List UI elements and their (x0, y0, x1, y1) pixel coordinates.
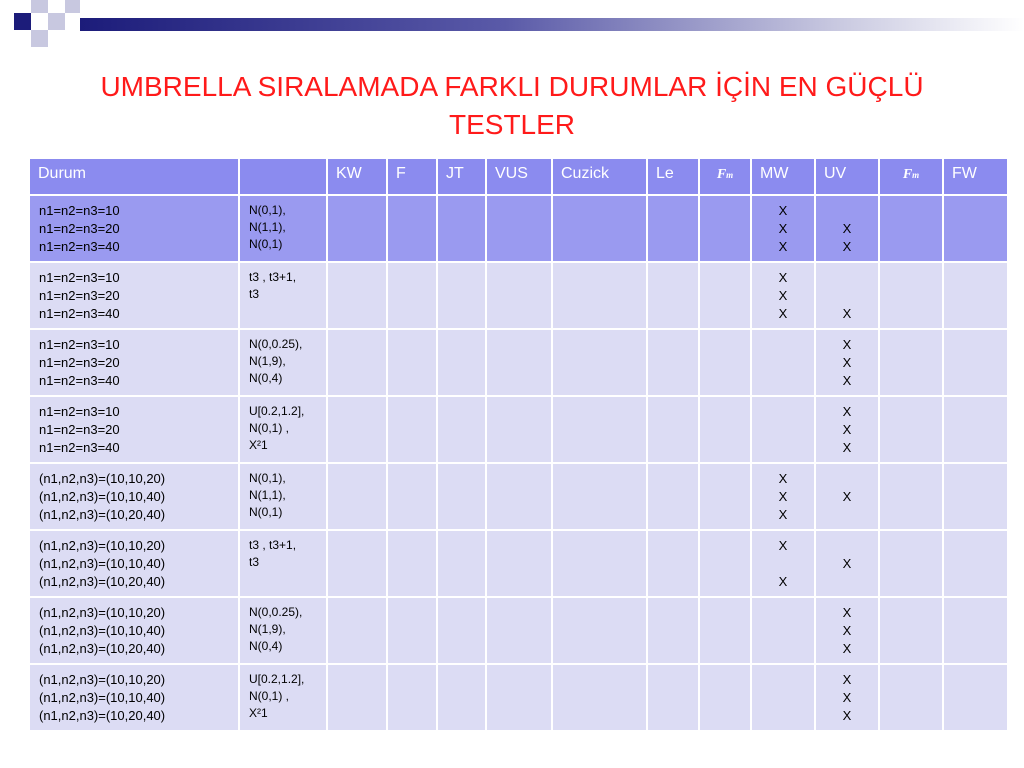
vus-cell (486, 262, 552, 329)
le-cell (647, 664, 699, 731)
durum-line: (n1,n2,n3)=(10,10,20) (39, 538, 166, 553)
dist-line: t3 , t3+1, (249, 538, 297, 552)
dist-line (249, 571, 326, 588)
mw-line (752, 689, 814, 707)
header-fw: FW (943, 158, 1008, 195)
uv-line: X (842, 623, 852, 638)
header-gradient-bar (80, 18, 1024, 31)
table-row (29, 195, 1008, 262)
durum-line: n1=n2=n3=10 (39, 337, 120, 352)
cuzick-cell (552, 195, 647, 262)
durum-line: n1=n2=n3=20 (39, 355, 120, 370)
header-kw: KW (327, 158, 387, 195)
fm-a-cell (699, 597, 751, 664)
mw-line: X (778, 507, 788, 522)
vus-cell (486, 329, 552, 396)
kw-cell (327, 664, 387, 731)
mw-cell (751, 329, 815, 396)
fw-cell (943, 329, 1008, 396)
header-fm-b (879, 158, 943, 195)
durum-line: n1=n2=n3=10 (39, 270, 120, 285)
uv-cell (815, 329, 879, 396)
mw-line (752, 640, 814, 658)
fm-a-cell (699, 463, 751, 530)
kw-cell (327, 329, 387, 396)
dist-line: t3 (249, 555, 260, 569)
kw-cell (327, 262, 387, 329)
dist-line: X²1 (249, 438, 268, 452)
mw-line: X (778, 203, 788, 218)
fm-b-cell (879, 195, 943, 262)
durum-line: (n1,n2,n3)=(10,10,20) (39, 471, 166, 486)
durum-cell (29, 329, 239, 396)
mw-line (752, 421, 814, 439)
table-body (29, 195, 1008, 731)
fw-cell (943, 664, 1008, 731)
kw-cell (327, 530, 387, 597)
jt-cell (437, 396, 486, 463)
dist-line: U[0.2,1.2], (249, 404, 305, 418)
fw-cell (943, 396, 1008, 463)
durum-line: (n1,n2,n3)=(10,10,20) (39, 672, 166, 687)
fm-b-cell (879, 530, 943, 597)
table-row (29, 463, 1008, 530)
uv-line: X (842, 690, 852, 705)
cuzick-cell (552, 597, 647, 664)
results-table (28, 157, 1009, 732)
fw-cell (943, 530, 1008, 597)
kw-cell (327, 463, 387, 530)
dist-line: N(1,1), (249, 488, 286, 502)
durum-line: n1=n2=n3=10 (39, 203, 120, 218)
kw-cell (327, 195, 387, 262)
distribution-cell (239, 597, 327, 664)
uv-line: X (842, 373, 852, 388)
uv-line: X (842, 641, 852, 656)
dist-line: N(0,1) , (249, 421, 290, 435)
dist-line: N(1,9), (249, 354, 286, 368)
uv-line: X (842, 672, 852, 687)
le-cell (647, 530, 699, 597)
durum-line: (n1,n2,n3)=(10,20,40) (39, 708, 166, 723)
mw-line (752, 354, 814, 372)
jt-cell (437, 463, 486, 530)
fw-cell (943, 262, 1008, 329)
durum-line: n1=n2=n3=20 (39, 288, 120, 303)
cuzick-cell (552, 329, 647, 396)
uv-line: X (842, 239, 852, 254)
mw-cell (751, 396, 815, 463)
distribution-cell (239, 664, 327, 731)
durum-cell (29, 664, 239, 731)
header-le: Le (647, 158, 699, 195)
uv-line: X (842, 556, 852, 571)
uv-line (816, 287, 878, 305)
mw-cell (751, 262, 815, 329)
durum-line: (n1,n2,n3)=(10,20,40) (39, 641, 166, 656)
fw-cell (943, 195, 1008, 262)
mw-cell (751, 463, 815, 530)
fw-cell (943, 463, 1008, 530)
fm-b-cell (879, 664, 943, 731)
uv-line: X (842, 355, 852, 370)
uv-line: X (842, 440, 852, 455)
mw-cell (751, 195, 815, 262)
durum-line: (n1,n2,n3)=(10,10,20) (39, 605, 166, 620)
vus-cell (486, 195, 552, 262)
table-header-row (29, 158, 1008, 195)
mw-cell (751, 530, 815, 597)
cuzick-cell (552, 664, 647, 731)
mw-line: X (778, 239, 788, 254)
durum-line: n1=n2=n3=40 (39, 306, 120, 321)
durum-line: n1=n2=n3=20 (39, 422, 120, 437)
header-uv: UV (815, 158, 879, 195)
mw-line: X (778, 306, 788, 321)
vus-cell (486, 530, 552, 597)
uv-cell (815, 530, 879, 597)
durum-line: n1=n2=n3=10 (39, 404, 120, 419)
distribution-cell (239, 262, 327, 329)
le-cell (647, 463, 699, 530)
uv-cell (815, 597, 879, 664)
f-cell (387, 262, 437, 329)
jt-cell (437, 664, 486, 731)
durum-line: (n1,n2,n3)=(10,10,40) (39, 623, 166, 638)
header-vus: VUS (486, 158, 552, 195)
header-f: F (387, 158, 437, 195)
uv-line: X (842, 337, 852, 352)
dist-line: N(0,0.25), (249, 337, 303, 351)
header-fm-a (699, 158, 751, 195)
jt-cell (437, 597, 486, 664)
uv-line: X (842, 489, 852, 504)
uv-line: X (842, 306, 852, 321)
corner-decoration (0, 0, 80, 60)
dist-line: N(0,1) , (249, 689, 290, 703)
mw-line (752, 555, 814, 573)
durum-line: n1=n2=n3=40 (39, 373, 120, 388)
cuzick-cell (552, 530, 647, 597)
durum-line: (n1,n2,n3)=(10,20,40) (39, 574, 166, 589)
mw-line: X (778, 489, 788, 504)
uv-line (816, 470, 878, 488)
kw-cell (327, 597, 387, 664)
table-row (29, 329, 1008, 396)
f-cell (387, 329, 437, 396)
uv-line (816, 269, 878, 287)
durum-line: (n1,n2,n3)=(10,10,40) (39, 690, 166, 705)
jt-cell (437, 530, 486, 597)
mw-line (752, 439, 814, 457)
table-row (29, 597, 1008, 664)
header-cuzick: Cuzick (552, 158, 647, 195)
durum-cell (29, 396, 239, 463)
uv-line: X (842, 708, 852, 723)
slide-title: UMBRELLA SIRALAMADA FARKLI DURUMLAR İÇİN EN GÜÇLÜ TESTLER (100, 71, 924, 140)
fm-symbol-icon: Fm (716, 167, 734, 182)
durum-cell (29, 463, 239, 530)
mw-line: X (778, 270, 788, 285)
mw-line: X (778, 288, 788, 303)
header-durum: Durum (29, 158, 239, 195)
fm-a-cell (699, 329, 751, 396)
vus-cell (486, 664, 552, 731)
f-cell (387, 530, 437, 597)
header-mw: MW (751, 158, 815, 195)
dist-line: N(1,9), (249, 622, 286, 636)
f-cell (387, 396, 437, 463)
uv-line: X (842, 605, 852, 620)
dist-line: t3 (249, 287, 260, 301)
uv-line (816, 537, 878, 555)
le-cell (647, 396, 699, 463)
jt-cell (437, 329, 486, 396)
mw-line (752, 372, 814, 390)
mw-line (752, 707, 814, 725)
header-blank (239, 158, 327, 195)
vus-cell (486, 463, 552, 530)
dist-line: N(0,1), (249, 471, 286, 485)
f-cell (387, 664, 437, 731)
dist-line: N(0,0.25), (249, 605, 303, 619)
fm-a-cell (699, 664, 751, 731)
uv-line: X (842, 404, 852, 419)
dist-line: X²1 (249, 706, 268, 720)
fw-cell (943, 597, 1008, 664)
dist-line: N(0,1) (249, 237, 283, 251)
uv-line (816, 506, 878, 524)
distribution-cell (239, 329, 327, 396)
dist-line: N(0,4) (249, 639, 283, 653)
fm-b-cell (879, 396, 943, 463)
mw-line (752, 622, 814, 640)
dist-line: N(0,1), (249, 203, 286, 217)
durum-line: n1=n2=n3=40 (39, 440, 120, 455)
vus-cell (486, 396, 552, 463)
fm-b-cell (879, 463, 943, 530)
mw-cell (751, 597, 815, 664)
vus-cell (486, 597, 552, 664)
mw-line: X (778, 574, 788, 589)
table-row (29, 396, 1008, 463)
uv-line (816, 573, 878, 591)
fm-a-cell (699, 530, 751, 597)
fm-symbol-icon: Fm (902, 167, 920, 182)
dist-line: N(0,1) (249, 505, 283, 519)
fm-b-cell (879, 329, 943, 396)
durum-cell (29, 262, 239, 329)
kw-cell (327, 396, 387, 463)
cuzick-cell (552, 396, 647, 463)
durum-line: (n1,n2,n3)=(10,10,40) (39, 556, 166, 571)
durum-cell (29, 530, 239, 597)
mw-cell (751, 664, 815, 731)
table-row (29, 530, 1008, 597)
mw-line: X (778, 471, 788, 486)
mw-line (752, 403, 814, 421)
mw-line: X (778, 538, 788, 553)
durum-line: (n1,n2,n3)=(10,20,40) (39, 507, 166, 522)
uv-cell (815, 664, 879, 731)
distribution-cell (239, 530, 327, 597)
dist-line: N(0,4) (249, 371, 283, 385)
f-cell (387, 597, 437, 664)
jt-cell (437, 195, 486, 262)
header-jt: JT (437, 158, 486, 195)
fm-a-cell (699, 262, 751, 329)
uv-line: X (842, 221, 852, 236)
mw-line: X (778, 221, 788, 236)
f-cell (387, 195, 437, 262)
uv-cell (815, 463, 879, 530)
le-cell (647, 597, 699, 664)
jt-cell (437, 262, 486, 329)
uv-line (816, 202, 878, 220)
uv-line: X (842, 422, 852, 437)
mw-line (752, 604, 814, 622)
durum-cell (29, 597, 239, 664)
durum-cell (29, 195, 239, 262)
durum-line: (n1,n2,n3)=(10,10,40) (39, 489, 166, 504)
fm-a-cell (699, 195, 751, 262)
dist-line: t3 , t3+1, (249, 270, 297, 284)
fm-b-cell (879, 597, 943, 664)
uv-cell (815, 195, 879, 262)
f-cell (387, 463, 437, 530)
dist-line (249, 303, 326, 320)
cuzick-cell (552, 463, 647, 530)
distribution-cell (239, 463, 327, 530)
distribution-cell (239, 396, 327, 463)
le-cell (647, 195, 699, 262)
distribution-cell (239, 195, 327, 262)
le-cell (647, 262, 699, 329)
uv-cell (815, 396, 879, 463)
mw-line (752, 671, 814, 689)
dist-line: N(1,1), (249, 220, 286, 234)
cuzick-cell (552, 262, 647, 329)
uv-cell (815, 262, 879, 329)
durum-line: n1=n2=n3=40 (39, 239, 120, 254)
durum-line: n1=n2=n3=20 (39, 221, 120, 236)
table-row (29, 664, 1008, 731)
fm-b-cell (879, 262, 943, 329)
table-row (29, 262, 1008, 329)
le-cell (647, 329, 699, 396)
dist-line: U[0.2,1.2], (249, 672, 305, 686)
fm-a-cell (699, 396, 751, 463)
mw-line (752, 336, 814, 354)
